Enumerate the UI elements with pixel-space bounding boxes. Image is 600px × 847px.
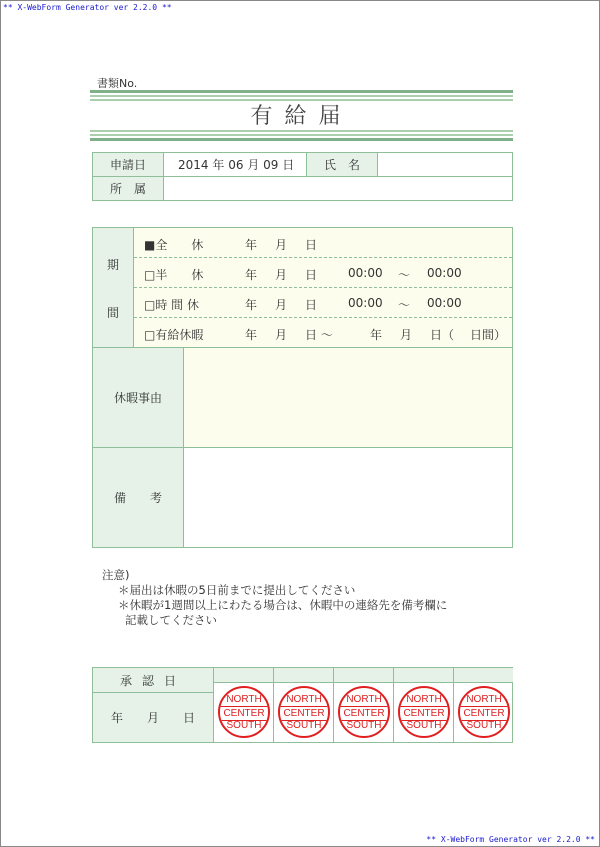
name-field[interactable] [378,153,513,177]
notes-line-2: ＊休暇が1週間以上にわたる場合は、休暇中の連絡先を備考欄に [118,598,448,612]
day-unit: 日 [305,298,318,312]
stamp-seal: NORTH CENTER SOUTH [458,686,510,738]
doc-number-label: 書類No. [97,77,138,90]
end-time[interactable]: 00:00 [427,296,462,310]
reason-section [92,347,513,448]
approval-date-label: 承認日 [93,668,214,693]
year-unit: 年 [370,328,383,342]
end-time[interactable]: 00:00 [427,266,462,280]
approval-stamp-cell[interactable] [393,668,453,742]
apply-date-field[interactable] [164,153,307,177]
day-unit: 日 [183,711,196,725]
month-unit: 月 [400,328,413,342]
remarks-label: 備 考 [93,448,184,547]
tilde: ～ [398,298,411,312]
period-row-full-day[interactable] [134,228,512,258]
full-day-checkbox[interactable]: ■全 休 [144,238,204,252]
generator-label-top: ** X-WebForm Generator ver 2.2.0 ** [3,3,172,12]
applicant-table [92,152,513,201]
period-row-half-day[interactable] [134,258,512,288]
notes-line-1: ＊届出は休暇の5日前までに提出してください [118,583,356,597]
approval-stamp-cell[interactable] [273,668,333,742]
day-unit: 日 [305,268,318,282]
month-unit: 月 [247,158,260,172]
apply-date-label: 申請日 [93,153,164,177]
leave-period-section [92,227,513,348]
stamp-seal: NORTH CENTER SOUTH [278,686,330,738]
day-unit: 日 [282,158,295,172]
notes-line-3: 記載してください [125,613,217,627]
tilde: ～ [398,268,411,282]
apply-month: 06 [228,158,244,172]
day-unit: 日 ～ [305,328,333,342]
month-unit: 月 [275,298,288,312]
month-unit: 月 [275,328,288,342]
stamp-seal: NORTH CENTER SOUTH [398,686,450,738]
month-unit: 月 [275,268,288,282]
half-day-checkbox[interactable]: □半 休 [144,268,204,282]
approval-date-field[interactable] [93,693,214,742]
year-unit: 年 [212,158,225,172]
start-time[interactable]: 00:00 [348,266,383,280]
year-unit: 年 [245,238,258,252]
period-label-top: 期 [107,258,120,272]
apply-year: 2014 [178,158,209,172]
reason-field[interactable] [184,348,512,447]
start-time[interactable]: 00:00 [348,296,383,310]
year-unit: 年 [245,328,258,342]
approval-stamp-cell[interactable] [453,668,513,742]
reason-label: 休暇事由 [93,348,184,447]
approval-stamp-cell[interactable] [213,668,273,742]
month-unit: 月 [275,238,288,252]
dept-label: 所 属 [93,177,164,201]
generator-label-bottom: ** X-WebForm Generator ver 2.2.0 ** [426,835,595,844]
apply-day: 09 [263,158,279,172]
paid-leave-checkbox[interactable]: □有給休暇 [144,328,204,342]
period-label-bottom: 間 [107,306,120,320]
hourly-checkbox[interactable]: □時 間 休 [144,298,199,312]
approval-stamp-cell[interactable] [333,668,393,742]
day-unit: 日（ [430,328,455,342]
name-label: 氏 名 [307,153,378,177]
month-unit: 月 [146,711,159,725]
stamp-seal: NORTH CENTER SOUTH [218,686,270,738]
period-label [93,228,134,347]
year-unit: 年 [110,711,123,725]
notes-heading: 注意) [102,568,130,582]
year-unit: 年 [245,298,258,312]
remarks-field[interactable] [184,448,512,547]
year-unit: 年 [245,268,258,282]
day-unit: 日 [305,238,318,252]
period-row-paid-leave[interactable] [134,318,512,347]
remarks-section [92,447,513,548]
form-title: 有給届 [250,104,353,129]
approval-section [92,667,513,743]
stamp-seal: NORTH CENTER SOUTH [338,686,390,738]
dept-field[interactable] [164,177,513,201]
notes [102,568,447,628]
title-stripes-bottom [90,130,513,143]
period-row-hourly[interactable] [134,288,512,318]
days-count: 日間） [470,328,507,342]
